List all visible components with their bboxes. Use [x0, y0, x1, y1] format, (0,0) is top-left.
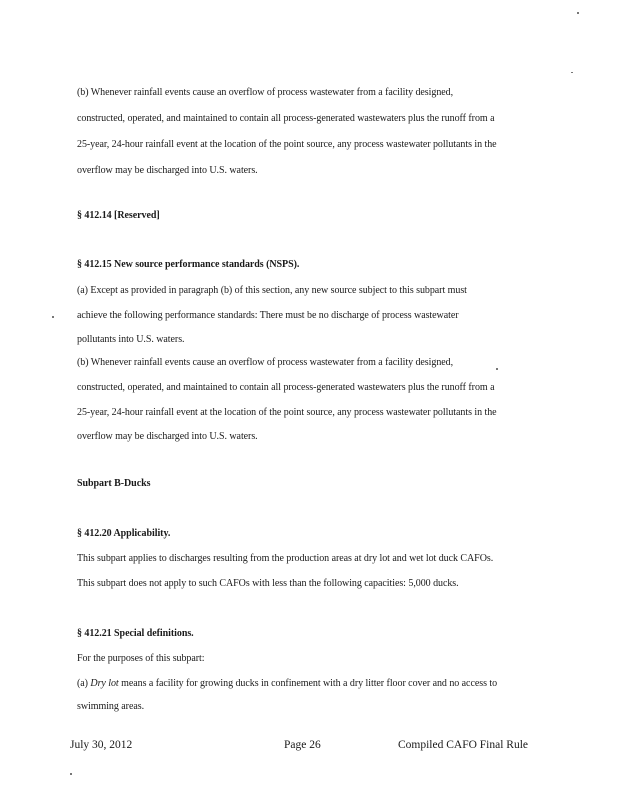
- section-heading: § 412.21 Special definitions.: [77, 628, 194, 639]
- footer-date: July 30, 2012: [70, 739, 133, 751]
- subpart-heading: Subpart B-Ducks: [77, 478, 151, 489]
- footer-document-title: Compiled CAFO Final Rule: [398, 739, 529, 751]
- scan-speck: [577, 12, 579, 14]
- scan-speck: [496, 368, 498, 370]
- section-heading: § 412.14 [Reserved]: [77, 210, 160, 221]
- scan-speck: [52, 316, 54, 318]
- paragraph-line: achieve the following performance standards: There must be no discharge of process wastewater: [77, 310, 459, 321]
- definition-line: [77, 678, 497, 690]
- definition-text: means a facility for growing ducks in confinement with a dry litter floor cover and no access to: [118, 678, 498, 689]
- paragraph-line: (b) Whenever rainfall events cause an overflow of process wastewater from a facility designed,: [77, 357, 454, 368]
- definition-prefix: (a): [77, 678, 91, 689]
- paragraph-line: constructed, operated, and maintained to contain all process-generated wastewaters plus the runoff from a: [77, 113, 495, 124]
- scan-speck: [571, 72, 573, 73]
- scan-speck: [70, 773, 72, 775]
- section-heading: § 412.15 New source performance standards (NSPS).: [77, 259, 300, 270]
- footer-page-number: Page 26: [284, 739, 321, 751]
- paragraph-line: This subpart does not apply to such CAFOs with less than the following capacities: 5,000 ducks.: [77, 578, 459, 589]
- paragraph-line: (a) Except as provided in paragraph (b) of this section, any new source subject to this subpart must: [77, 285, 467, 296]
- paragraph-line: overflow may be discharged into U.S. waters.: [77, 165, 258, 176]
- paragraph-line: (b) Whenever rainfall events cause an overflow of process wastewater from a facility designed,: [77, 87, 454, 98]
- paragraph-line: This subpart applies to discharges resulting from the production areas at dry lot and wet lot duck CAFOs.: [77, 553, 494, 564]
- paragraph-line: overflow may be discharged into U.S. waters.: [77, 431, 258, 442]
- paragraph-line: For the purposes of this subpart:: [77, 653, 205, 664]
- paragraph-line: constructed, operated, and maintained to contain all process-generated wastewaters plus the runoff from a: [77, 382, 495, 393]
- definition-term: Dry lot: [90, 678, 119, 689]
- section-heading: § 412.20 Applicability.: [77, 528, 171, 539]
- paragraph-line: pollutants into U.S. waters.: [77, 334, 185, 345]
- paragraph-line: swimming areas.: [77, 701, 145, 712]
- paragraph-line: 25-year, 24-hour rainfall event at the location of the point source, any process wastewater pollutants in the: [77, 139, 497, 150]
- paragraph-line: 25-year, 24-hour rainfall event at the location of the point source, any process wastewater pollutants in the: [77, 407, 497, 418]
